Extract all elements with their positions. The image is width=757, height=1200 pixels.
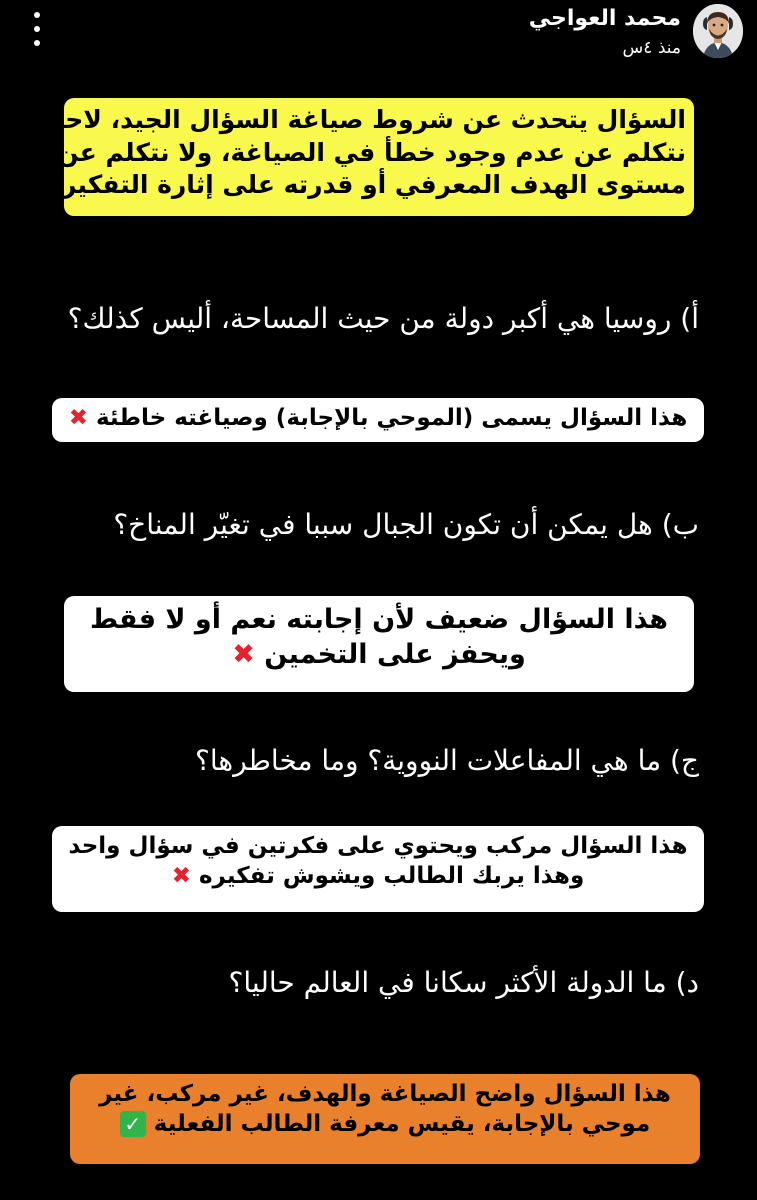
feedback-a bbox=[52, 398, 704, 442]
feedback-b-line: ويحفز على التخمين bbox=[264, 639, 526, 671]
bitmoji-avatar-icon bbox=[693, 4, 743, 58]
more-options-icon[interactable] bbox=[30, 12, 44, 46]
story-header bbox=[0, 0, 757, 70]
question-b: ب) هل يمكن أن تكون الجبال سببا في تغيّر المناخ؟ bbox=[113, 508, 699, 541]
feedback-d-line: هذا السؤال واضح الصياغة والهدف، غير مركب، غير bbox=[99, 1081, 671, 1107]
feedback-c-line: هذا السؤال مركب ويحتوي على فكرتين في سؤال واحد bbox=[68, 833, 688, 859]
feedback-c-line: وهذا يربك الطالب ويشوش تفكيره bbox=[198, 862, 585, 889]
question-a: أ) روسيا هي أكبر دولة من حيث المساحة، أليس كذلك؟ bbox=[67, 302, 699, 335]
wrong-mark-icon: ✖ bbox=[171, 862, 191, 889]
feedback-d-line: موحي بالإجابة، يقيس معرفة الطالب الفعلية bbox=[153, 1110, 651, 1137]
wrong-mark-icon: ✖ bbox=[232, 639, 255, 671]
question-d: د) ما الدولة الأكثر سكانا في العالم حاليا؟ bbox=[228, 966, 699, 999]
author-name[interactable]: محمد العواجي bbox=[528, 6, 681, 31]
feedback-d bbox=[70, 1074, 700, 1164]
intro-line: السؤال يتحدث عن شروط صياغة السؤال الجيد، لاحظ bbox=[38, 105, 686, 134]
feedback-b bbox=[64, 596, 694, 692]
post-timestamp: منذ ٤س bbox=[622, 38, 681, 58]
feedback-a-text: هذا السؤال يسمى (الموحي بالإجابة) وصياغته خاطئة bbox=[95, 405, 688, 431]
intro-line: مستوى الهدف المعرفي أو قدرته على إثارة التفكير bbox=[62, 170, 686, 199]
intro-caption bbox=[38, 98, 694, 216]
feedback-b-line: هذا السؤال ضعيف لأن إجابته نعم أو لا فقط bbox=[89, 604, 668, 635]
feedback-c bbox=[52, 826, 704, 912]
intro-line: نتكلم عن عدم وجود خطأ في الصياغة، ولا نتكلم عن bbox=[57, 137, 686, 167]
check-mark-icon: ✓ bbox=[120, 1111, 146, 1137]
question-c: ج) ما هي المفاعلات النووية؟ وما مخاطرها؟ bbox=[195, 744, 699, 777]
avatar[interactable] bbox=[693, 4, 743, 58]
wrong-mark-icon: ✖ bbox=[68, 405, 88, 431]
